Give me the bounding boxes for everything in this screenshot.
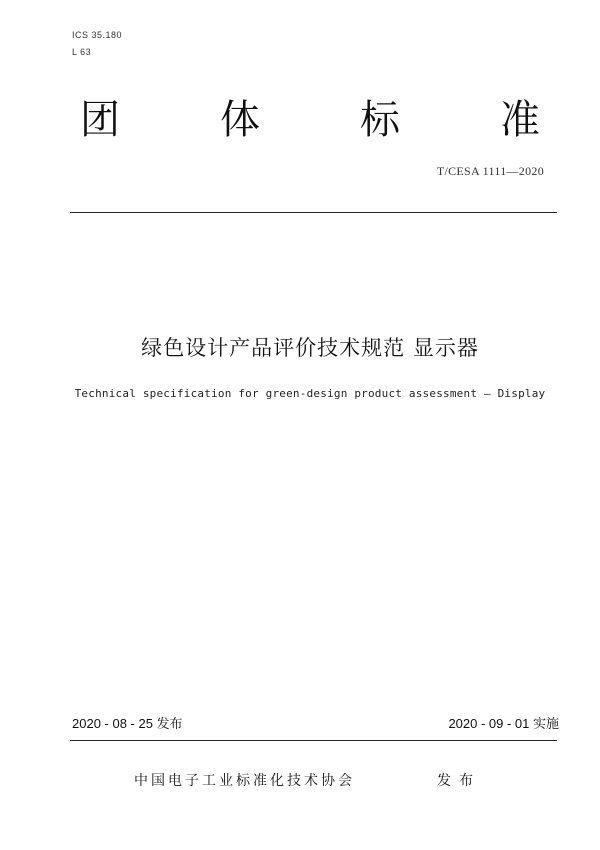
standard-type-char: 准 <box>500 97 540 143</box>
issue-date: 2020 - 08 - 25 发布 <box>72 716 183 731</box>
standard-number: T/CESA 1111—2020 <box>436 164 544 178</box>
ics-code: ICS 35.180 <box>72 30 123 40</box>
standard-type-char: 标 <box>360 97 400 143</box>
publish-label: 发布 <box>437 773 481 789</box>
bottom-divider <box>70 740 557 741</box>
top-divider <box>70 212 557 213</box>
ccs-code: L 63 <box>72 47 92 57</box>
document-title-chinese: 绿色设计产品评价技术规范 显示器 <box>141 336 479 360</box>
standard-type-heading <box>80 96 540 144</box>
implementation-date: 2020 - 09 - 01 实施 <box>448 716 559 731</box>
publisher-name: 中国电子工业标准化技术协会 <box>134 773 355 789</box>
document-title-english: Technical specification for green-design product assessment — Display <box>74 387 546 400</box>
standard-type-char: 团 <box>80 97 120 143</box>
standard-type-char: 体 <box>220 97 260 143</box>
